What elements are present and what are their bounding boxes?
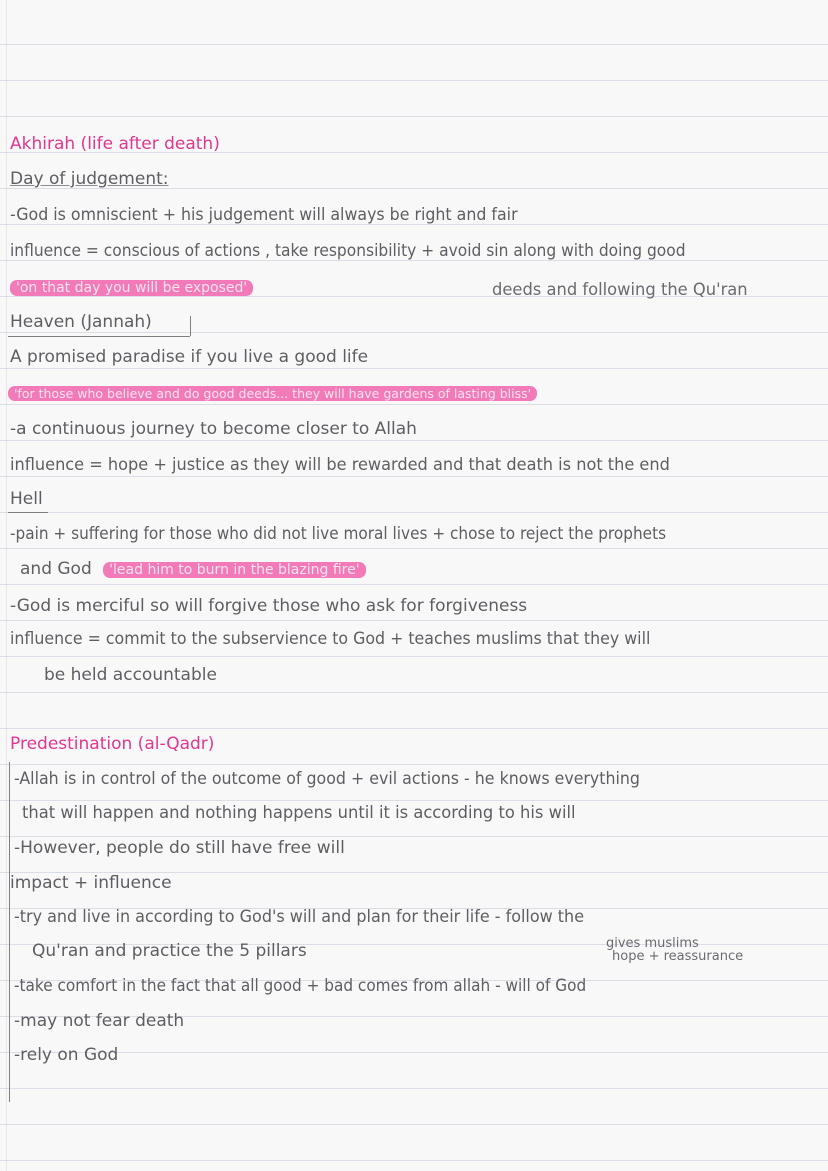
hell-line-2-start: and God (20, 559, 92, 579)
predestination-title: Predestination (al-Qadr) (10, 734, 215, 754)
hell-heading-underline (8, 512, 48, 513)
predestination-bracket (9, 762, 10, 1102)
judgement-quote: 'on that day you will be exposed' (10, 280, 253, 296)
side-note-1: gives muslims (606, 936, 699, 951)
hell-heading: Hell (10, 489, 43, 509)
heaven-quote: 'for those who believe and do good deeds... they will have gardens of lasting bliss' (8, 386, 537, 401)
day-of-judgement-heading: Day of judgement: (10, 169, 169, 189)
heaven-heading: Heaven (Jannah) (10, 312, 152, 332)
predestination-line-8: -may not fear death (14, 1011, 185, 1031)
heaven-line-1: A promised paradise if you live a good life (10, 347, 369, 367)
predestination-line-4: impact + influence (10, 873, 172, 893)
predestination-line-6: Qu'ran and practice the 5 pillars (32, 941, 307, 961)
side-note-2: hope + reassurance (612, 949, 744, 964)
heaven-influence-line: influence = hope + justice as they will be rewarded and that death is not the end (10, 455, 670, 475)
predestination-line-3: -However, people do still have free will (14, 838, 345, 858)
predestination-line-9: -rely on God (14, 1045, 119, 1065)
heaven-heading-underline (8, 336, 190, 337)
heaven-quote-row (8, 382, 537, 405)
heaven-box-right (190, 316, 191, 336)
judgement-quote-row (10, 276, 253, 299)
akhirah-title: Akhirah (life after death) (10, 134, 220, 154)
hell-influence-line: influence = commit to the subservience to God + teaches muslims that they will (10, 629, 651, 649)
hell-line-3: -God is merciful so will forgive those who ask for forgiveness (10, 596, 528, 616)
predestination-line-7: -take comfort in the fact that all good + bad comes from allah - will of God (14, 976, 587, 996)
predestination-line-1: -Allah is in control of the outcome of good + evil actions - he knows everything (14, 769, 640, 789)
hell-line-1: -pain + suffering for those who did not live moral lives + chose to reject the prophets (10, 524, 667, 544)
hell-quote: 'lead him to burn in the blazing fire' (103, 562, 365, 578)
judgement-influence-line: influence = conscious of actions , take responsibility + avoid sin along with doing good (10, 241, 686, 261)
heaven-line-2: -a continuous journey to become closer to Allah (10, 419, 417, 439)
judgement-line-3: deeds and following the Qu'ran (492, 280, 748, 300)
hell-line-5: be held accountable (44, 665, 217, 685)
page-margin-line (6, 0, 7, 1171)
hell-line-2-row (20, 558, 366, 581)
judgement-line-1: -God is omniscient + his judgement will always be right and fair (10, 205, 518, 225)
predestination-line-2: that will happen and nothing happens until it is according to his will (22, 803, 576, 823)
predestination-line-5: -try and live in according to God's will and plan for their life - follow the (14, 907, 585, 927)
